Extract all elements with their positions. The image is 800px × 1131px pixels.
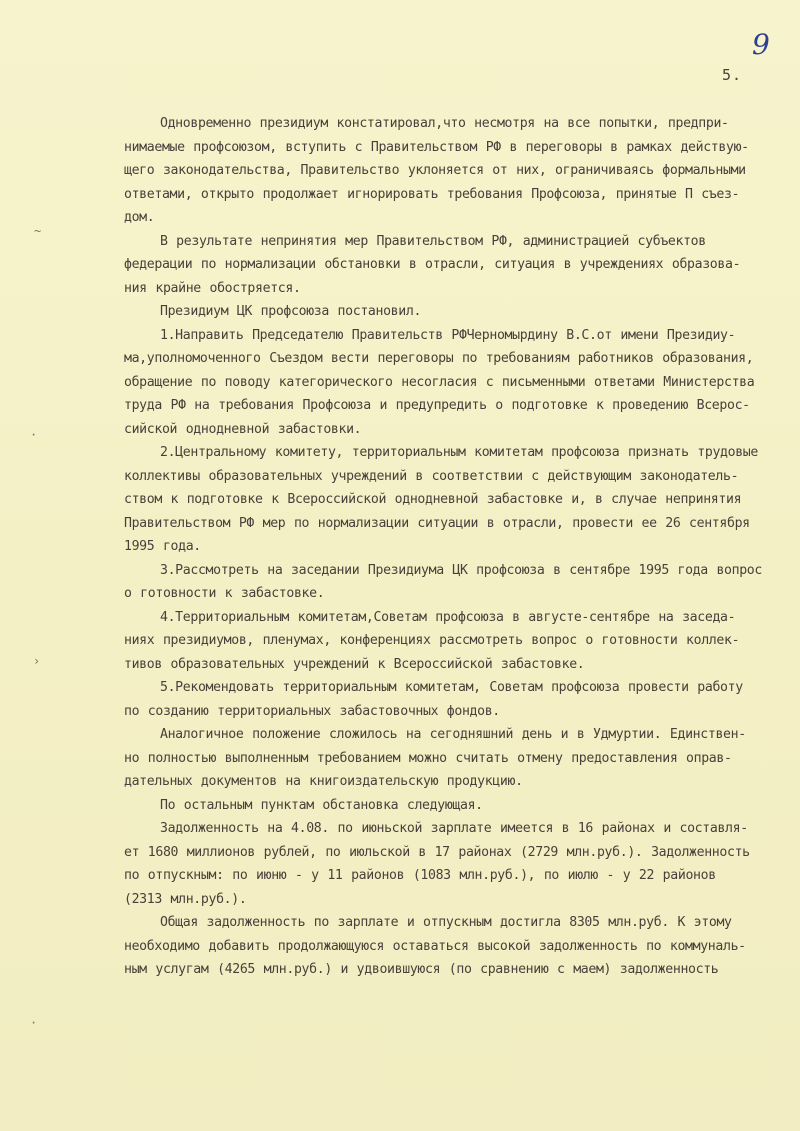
text-line: дом. — [124, 210, 155, 225]
text-line: По остальным пунктам обстановка следующая. — [160, 797, 483, 813]
text-line: труда РФ на требования Профсоюза и предупредить о подготовке к проведению Всерос- — [124, 398, 750, 413]
text-line: коллективы образовательных учреждений в соответствии с действующим законодатель- — [124, 468, 739, 484]
document-body — [124, 112, 784, 982]
text-line: дательных документов на книгоиздательскую продукцию. — [124, 774, 523, 789]
text-line: тивов образовательных учреждений к Всероссийской забастовке. — [124, 656, 585, 672]
text-line: ответами, открыто продолжает игнорировать требования Профсоюза, принятые П съез- — [124, 186, 740, 202]
text-line: 4.Территориальным комитетам,Советам профсоюза в августе-сентябре на заседа- — [160, 609, 736, 625]
text-line: 3.Рассмотреть на заседании Президиума ЦК профсоюза в сентябре 1995 года вопрос — [160, 562, 762, 578]
margin-mark: › — [33, 654, 41, 668]
text-line: но полностью выполненным требованием можно считать отмену предоставления оправ- — [124, 750, 732, 766]
text-line: Президиум ЦК профсоюза постановил. — [160, 304, 422, 319]
text-line: 5.Рекомендовать территориальным комитетам, Советам профсоюза провести работу — [160, 680, 743, 695]
text-line: ния крайне обостряется. — [124, 280, 301, 296]
text-line: ниях президиумов, пленумах, конференциях рассмотреть вопрос о готовности коллек- — [124, 633, 740, 648]
text-line: щего законодательства, Правительство уклоняется от них, ограничиваясь формальными — [124, 163, 746, 178]
typed-page-number: 5. — [722, 66, 743, 84]
text-line: необходимо добавить продолжающуюся оставаться высокой задолженность по коммуналь- — [124, 938, 746, 954]
text-line: Аналогичное положение сложилось на сегодняшний день и в Удмуртии. Единствен- — [160, 727, 746, 742]
text-line: 1.Направить Председателю Правительств РФЧерномырдину В.С.от имени Президиу- — [160, 327, 736, 343]
text-line: 1995 года. — [124, 539, 201, 554]
text-line: по отпускным: по июню - у 11 районов (1083 млн.руб.), по июлю - у 22 районов — [124, 868, 716, 883]
margin-mark: · — [30, 428, 38, 442]
handwritten-page-number: 9 — [752, 28, 770, 61]
text-line: ма,уполномоченного Съездом вести переговоры по требованиям работников образования, — [124, 351, 754, 366]
margin-mark: ~ — [34, 224, 42, 238]
text-line: Одновременно президиум констатировал,что несмотря на все попытки, предпри- — [160, 116, 729, 131]
text-line: по созданию территориальных забастовочных фондов. — [124, 703, 500, 719]
text-line: нимаемые профсоюзом, вступить с Правительством РФ в переговоры в рамках действую- — [124, 139, 749, 155]
text-line: Задолженность на 4.08. по июньской зарплате имеется в 16 районах и составля- — [160, 821, 748, 836]
text-line: 2.Центральному комитету, территориальным комитетам профсоюза признать трудовые — [160, 445, 758, 460]
text-line: ет 1680 миллионов рублей, по июльской в 17 районах (2729 млн.руб.). Задолженность — [124, 844, 750, 860]
text-line: о готовности к забастовке. — [124, 586, 325, 601]
text-line: обращение по поводу категорического несогласия с письменными ответами Министерства — [124, 374, 755, 390]
text-line: федерации по нормализации обстановки в отрасли, ситуация в учреждениях образова- — [124, 257, 741, 272]
text-line: Общая задолженность по зарплате и отпускным достигла 8305 млн.руб. К этому — [160, 915, 732, 930]
text-line: (2313 млн.руб.). — [124, 891, 247, 907]
text-line: В результате непринятия мер Правительством РФ, администрацией субъектов — [160, 233, 706, 249]
text-line: Правительством РФ мер по нормализации ситуации в отрасли, провести ее 26 сентября — [124, 515, 750, 531]
margin-mark: · — [30, 1016, 38, 1030]
text-line: ным услугам (4265 млн.руб.) и удвоившуюся (по сравнению с маем) задолженность — [124, 962, 719, 977]
text-line: сийской однодневной забастовки. — [124, 421, 362, 437]
text-line: ством к подготовке к Всероссийской однодневной забастовке и, в случае непринятия — [124, 492, 742, 507]
